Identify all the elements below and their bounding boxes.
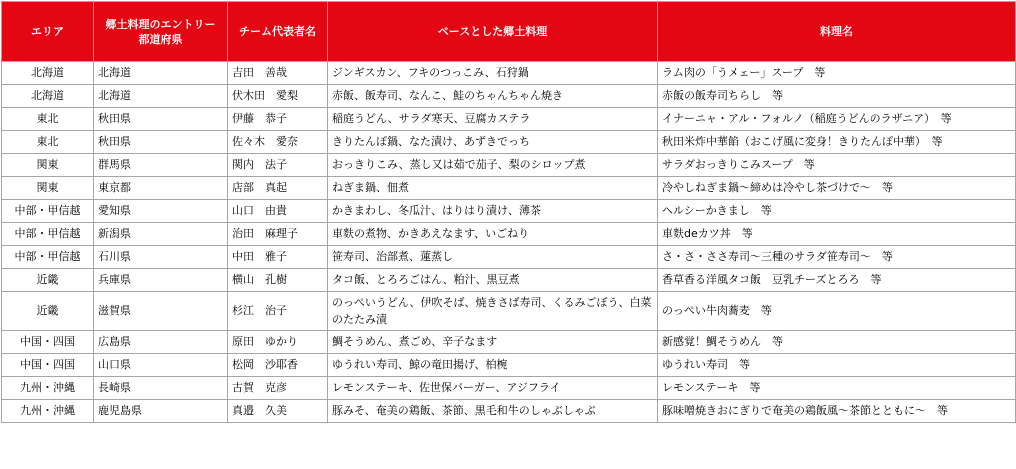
cell-base-dish: のっぺいうどん、伊吹そば、焼きさば寿司、くるみごぼう、白菜のたたみ漬 — [328, 292, 658, 331]
cell-dish-name: イナーニャ・アル・フォルノ（稲庭うどんのラザニア） 等 — [658, 108, 1016, 131]
cell-leader: 伊藤 恭子 — [228, 108, 328, 131]
table-row — [2, 200, 1016, 223]
cell-area: 中国・四国 — [2, 354, 94, 377]
cell-dish-name: のっぺい牛肉蕎麦 等 — [658, 292, 1016, 331]
cell-dish-name: 香草香る洋風タコ飯 豆乳チーズとろろ 等 — [658, 269, 1016, 292]
table-row — [2, 131, 1016, 154]
cell-base-dish: 車麩の煮物、かきあえなます、いごねり — [328, 223, 658, 246]
table-row — [2, 223, 1016, 246]
header-prefecture-line2: 都道府県 — [138, 32, 183, 46]
cell-prefecture: 石川県 — [94, 246, 228, 269]
table-row — [2, 354, 1016, 377]
cell-dish-name: 車麩deカツ丼 等 — [658, 223, 1016, 246]
cell-leader: 古賀 克彦 — [228, 377, 328, 400]
cell-leader: 真邉 久美 — [228, 400, 328, 423]
cell-base-dish: 鯛そうめん、煮ごめ、辛子なます — [328, 331, 658, 354]
cell-leader: 伏木田 愛梨 — [228, 85, 328, 108]
cell-dish-name: サラダおっきりこみスープ 等 — [658, 154, 1016, 177]
cell-prefecture: 北海道 — [94, 62, 228, 85]
cell-area: 中部・甲信越 — [2, 200, 94, 223]
cell-prefecture: 東京都 — [94, 177, 228, 200]
cell-leader: 佐々木 愛奈 — [228, 131, 328, 154]
cell-area: 北海道 — [2, 85, 94, 108]
cell-base-dish: きりたんぽ鍋、なた漬け、あずきでっち — [328, 131, 658, 154]
cell-dish-name: レモンステーキ 等 — [658, 377, 1016, 400]
cell-base-dish: 笹寿司、治部煮、蓮蒸し — [328, 246, 658, 269]
cell-area: 関東 — [2, 154, 94, 177]
table-row — [2, 85, 1016, 108]
cell-prefecture: 秋田県 — [94, 108, 228, 131]
table-row — [2, 177, 1016, 200]
cell-area: 近畿 — [2, 269, 94, 292]
table-row — [2, 246, 1016, 269]
cell-dish-name: 赤飯の飯寿司ちらし 等 — [658, 85, 1016, 108]
cell-base-dish: ねぎま鍋、佃煮 — [328, 177, 658, 200]
cell-area: 中部・甲信越 — [2, 246, 94, 269]
cell-dish-name: 豚味噌焼きおにぎりで奄美の鶏飯風～茶節とともに～ 等 — [658, 400, 1016, 423]
cell-prefecture: 群馬県 — [94, 154, 228, 177]
cell-prefecture: 秋田県 — [94, 131, 228, 154]
table-row — [2, 331, 1016, 354]
cell-leader: 山口 由貴 — [228, 200, 328, 223]
cell-area: 九州・沖縄 — [2, 400, 94, 423]
table-row — [2, 154, 1016, 177]
header-base-dish: ベースとした郷土料理 — [328, 2, 658, 62]
cell-base-dish: かきまわし、冬瓜汁、はりはり漬け、薄茶 — [328, 200, 658, 223]
cell-prefecture: 兵庫県 — [94, 269, 228, 292]
cell-prefecture: 山口県 — [94, 354, 228, 377]
table-row — [2, 269, 1016, 292]
cell-prefecture: 新潟県 — [94, 223, 228, 246]
cell-leader: 原田 ゆかり — [228, 331, 328, 354]
header-row — [2, 2, 1016, 62]
header-prefecture — [94, 2, 228, 62]
cell-dish-name: 秋田米炸中華餡（おこげ風に変身！きりたんぽ中華） 等 — [658, 131, 1016, 154]
table-row — [2, 62, 1016, 85]
cell-dish-name: さ・さ・ささ寿司～三種のサラダ笹寿司～ 等 — [658, 246, 1016, 269]
cell-leader: 松岡 沙耶香 — [228, 354, 328, 377]
cell-leader: 杉江 治子 — [228, 292, 328, 331]
header-leader: チーム代表者名 — [228, 2, 328, 62]
cell-base-dish: おっきりこみ、蒸し又は茹で茄子、梨のシロップ煮 — [328, 154, 658, 177]
cell-leader: 横山 孔樹 — [228, 269, 328, 292]
cell-area: 近畿 — [2, 292, 94, 331]
cell-leader: 関内 法子 — [228, 154, 328, 177]
cell-area: 東北 — [2, 108, 94, 131]
cell-area: 中部・甲信越 — [2, 223, 94, 246]
cell-leader: 店部 真起 — [228, 177, 328, 200]
cell-dish-name: ヘルシーかきまし 等 — [658, 200, 1016, 223]
cell-leader: 吉田 善哉 — [228, 62, 328, 85]
cell-leader: 中田 雅子 — [228, 246, 328, 269]
cell-base-dish: 豚みそ、奄美の鶏飯、茶節、黒毛和牛のしゃぶしゃぶ — [328, 400, 658, 423]
cell-base-dish: タコ飯、とろろごはん、粕汁、黒豆煮 — [328, 269, 658, 292]
cell-dish-name: 新感覚！鯛そうめん 等 — [658, 331, 1016, 354]
cell-prefecture: 愛知県 — [94, 200, 228, 223]
table-row — [2, 108, 1016, 131]
table-body — [2, 62, 1016, 423]
cell-area: 北海道 — [2, 62, 94, 85]
cell-area: 中国・四国 — [2, 331, 94, 354]
cell-base-dish: 赤飯、飯寿司、なんこ、鮭のちゃんちゃん焼き — [328, 85, 658, 108]
cell-base-dish: ゆうれい寿司、鯨の竜田揚げ、柏椀 — [328, 354, 658, 377]
cell-base-dish: レモンステーキ、佐世保バーガー、アジフライ — [328, 377, 658, 400]
table-row — [2, 400, 1016, 423]
cell-area: 関東 — [2, 177, 94, 200]
cell-base-dish: ジンギスカン、フキのつっこみ、石狩鍋 — [328, 62, 658, 85]
table-row — [2, 292, 1016, 331]
cell-prefecture: 長崎県 — [94, 377, 228, 400]
cell-prefecture: 広島県 — [94, 331, 228, 354]
cell-area: 東北 — [2, 131, 94, 154]
cell-dish-name: ゆうれい寿司 等 — [658, 354, 1016, 377]
cell-base-dish: 稲庭うどん、サラダ寒天、豆腐カステラ — [328, 108, 658, 131]
cell-dish-name: 冷やしねぎま鍋～締めは冷やし茶づけで～ 等 — [658, 177, 1016, 200]
cell-leader: 治田 麻理子 — [228, 223, 328, 246]
cell-prefecture: 北海道 — [94, 85, 228, 108]
header-dish-name: 料理名 — [658, 2, 1016, 62]
cell-prefecture: 鹿児島県 — [94, 400, 228, 423]
header-area: エリア — [2, 2, 94, 62]
table-row — [2, 377, 1016, 400]
cell-dish-name: ラム肉の「うメェー」スープ 等 — [658, 62, 1016, 85]
cell-prefecture: 滋賀県 — [94, 292, 228, 331]
cell-area: 九州・沖縄 — [2, 377, 94, 400]
entry-table — [1, 1, 1016, 423]
header-prefecture-line1: 郷土料理のエントリー — [105, 17, 216, 31]
